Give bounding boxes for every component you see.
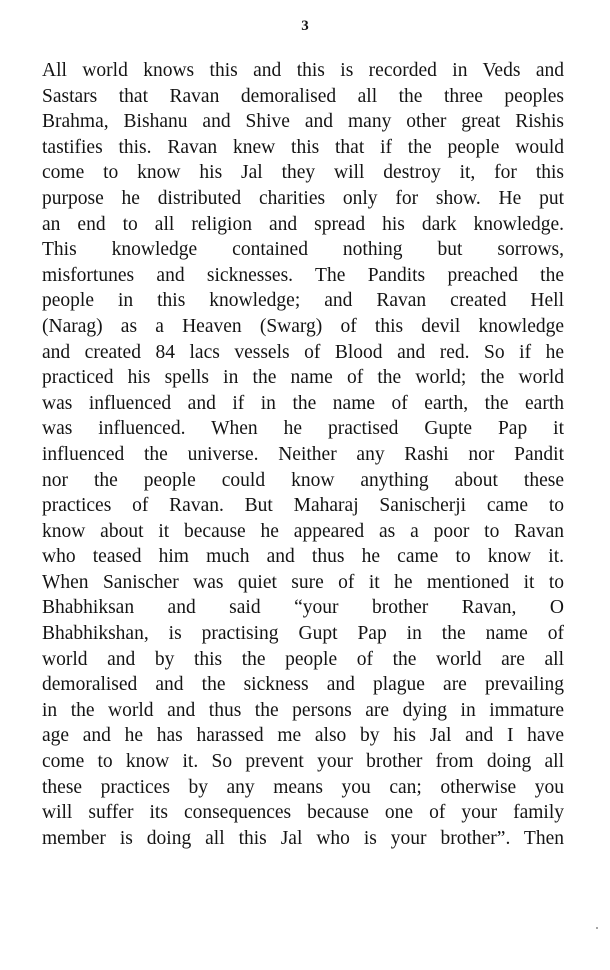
text-line: member is doing all this Jal who is your brother”. Then	[42, 827, 564, 849]
text-line: Sastars that Ravan demoralised all the three peoples	[42, 85, 564, 107]
text-line: All world knows this and this is recorded in Veds and	[42, 60, 564, 81]
text-line: age and he has harassed me also by his Jal and I have	[42, 725, 564, 747]
text-line: was influenced and if in the name of earth, the earth	[42, 392, 564, 414]
text-line: influenced the universe. Neither any Rashi nor Pandit	[42, 443, 564, 465]
text-line: purpose he distributed charities only for show. He put	[42, 187, 564, 209]
text-line: and created 84 lacs vessels of Blood and red. So if he	[42, 341, 564, 363]
text-line: will suffer its consequences because one of your family	[42, 802, 564, 824]
text-line: misfortunes and sicknesses. The Pandits preached the	[42, 264, 564, 286]
text-line: come to know it. So prevent your brother from doing all	[42, 751, 564, 773]
text-line: practices of Ravan. But Maharaj Sanischerji came to	[42, 495, 564, 517]
text-line: an end to all religion and spread his dark knowledge.	[42, 213, 564, 235]
text-line: Bhabhikshan, is practising Gupt Pap in the name of	[42, 623, 564, 645]
text-line: Brahma, Bishanu and Shive and many other great Rishis	[42, 111, 564, 133]
text-line: know about it because he appeared as a poor to Ravan	[42, 520, 564, 542]
text-line: world and by this the people of the world are all	[42, 648, 564, 670]
text-line: tastifies this. Ravan knew this that if the people would	[42, 136, 564, 158]
text-line: demoralised and the sickness and plague are prevailing	[42, 674, 564, 696]
text-line: who teased him much and thus he came to know it.	[42, 546, 564, 568]
text-line: This knowledge contained nothing but sorrows,	[42, 239, 564, 261]
text-line: (Narag) as a Heaven (Swarg) of this devil knowledge	[42, 315, 564, 337]
body-paragraph	[42, 58, 564, 851]
text-line: people in this knowledge; and Ravan created Hell	[42, 290, 564, 312]
page-number: 3	[301, 18, 309, 34]
text-line: practiced his spells in the name of the world; the world	[42, 367, 564, 389]
text-line: When Sanischer was quiet sure of it he mentioned it to	[42, 571, 564, 593]
text-line: these practices by any means you can; otherwise you	[42, 776, 564, 798]
text-line: was influenced. When he practised Gupte Pap it	[42, 418, 564, 440]
text-line: nor the people could know anything about these	[42, 469, 564, 491]
text-line: come to know his Jal they will destroy it, for this	[42, 162, 564, 184]
text-line: in the world and thus the persons are dying in immature	[42, 699, 564, 721]
text-line: Bhabhiksan and said “your brother Ravan, O	[42, 597, 564, 619]
scan-speck	[596, 927, 598, 929]
